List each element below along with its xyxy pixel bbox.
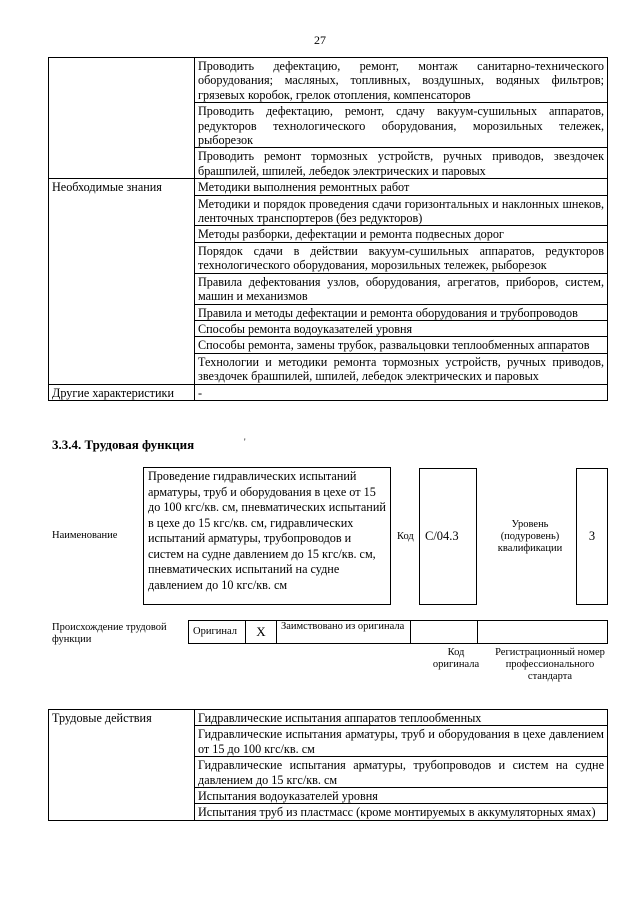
origin-label: Происхождение трудовой функции: [52, 622, 167, 645]
row-text: Способы ремонта водоуказателей уровня: [195, 320, 608, 336]
row-text: -: [195, 384, 608, 400]
row-text: Методики и порядок проведения сдачи горизонтальных и наклонных шнеков, ленточных транспортеров (без редукторов): [195, 195, 608, 226]
name-label: Наименование: [52, 530, 118, 541]
table-row: [49, 384, 608, 400]
row-text: Проводить дефектацию, ремонт, монтаж санитарно-технического оборудования; масляных, топливных, воздушных, водяных фильтров; грязевых коробок, грелок отопления, компенсаторов: [195, 58, 608, 103]
original-mark: X: [246, 621, 277, 644]
level-label: Уровень (подуровень) квалификации: [497, 519, 563, 554]
row-label-other: Другие характеристики: [49, 384, 195, 400]
code-box: [419, 468, 477, 605]
code-label: Код: [397, 531, 414, 542]
origin-table: [188, 620, 608, 644]
table-row: [49, 58, 608, 103]
reg-number-cell: [478, 621, 608, 644]
code-original-caption: Код оригинала: [432, 647, 480, 670]
code-original-cell: [411, 621, 478, 644]
row-label-actions: Трудовые действия: [49, 710, 195, 821]
table-row: [189, 621, 608, 644]
function-name-box: Проведение гидравлических испытаний арматуры, труб и оборудования в цехе от 15 до 100 кгс/кв. см, пневматических испытаний в цехе до 15 кгс/кв. см, гидравлических испытаний арматуры, трубопроводов и систем на судне давлением до 15 кгс/кв. см, пневматических испытаний на судне давлением до 10 кгс/кв. см: [143, 467, 391, 605]
row-label-knowledge: Необходимые знания: [49, 179, 195, 384]
row-label: [49, 58, 195, 179]
row-text: Технологии и методики ремонта тормозных устройств, ручных приводов, звездочек брашпилей, шпилей, лебедок электрических и паровых: [195, 353, 608, 384]
row-text: Проводить дефектацию, ремонт, сдачу вакуум-сушильных аппаратов, редукторов технологического оборудования, морозильных тележек, рыборезок: [195, 103, 608, 148]
labor-actions-table: [48, 709, 608, 821]
level-value: 3: [588, 529, 596, 543]
reg-number-caption: Регистрационный номер профессионального стандарта: [495, 647, 605, 682]
row-text: Гидравлические испытания арматуры, трубопроводов и систем на судне давлением до 15 кгс/кв. см: [195, 757, 608, 788]
row-text: Методики выполнения ремонтных работ: [195, 179, 608, 195]
row-text: Испытания труб из пластмасс (кроме монтируемых в аккумуляторных ямах): [195, 804, 608, 820]
row-text: Гидравлические испытания аппаратов теплообменных: [195, 710, 608, 726]
section-heading: 3.3.4. Трудовая функция: [52, 437, 195, 452]
row-text: Гидравлические испытания арматуры, труб и оборудования в цехе давлением от 15 до 100 кгс/кв. см: [195, 726, 608, 757]
code-value: C/04.3: [425, 529, 459, 543]
skills-knowledge-table: [48, 57, 608, 401]
page-number: 27: [314, 33, 326, 47]
table-row: [49, 179, 608, 195]
original-label: Оригинал: [189, 621, 246, 644]
row-text: Способы ремонта, замены трубок, развальцовки теплообменных аппаратов: [195, 337, 608, 353]
row-text: Правила и методы дефектации и ремонта оборудования и трубопроводов: [195, 304, 608, 320]
row-text: Испытания водоуказателей уровня: [195, 788, 608, 804]
row-text: Проводить ремонт тормозных устройств, ручных приводов, звездочек брашпилей, шпилей, лебедок электрических и паровых: [195, 148, 608, 179]
row-text: Методы разборки, дефектации и ремонта подвесных дорог: [195, 226, 608, 242]
level-box: [576, 468, 608, 605]
row-text: Правила дефектования узлов, оборудования, агрегатов, приборов, систем, машин и механизмов: [195, 273, 608, 304]
row-text: Порядок сдачи в действии вакуум-сушильных аппаратов, редукторов технологического оборудования, морозильных тележек, рыборезок: [195, 242, 608, 273]
borrowed-label: Заимствовано из оригинала: [277, 621, 411, 644]
table-row: [49, 710, 608, 726]
tick-mark: ': [244, 437, 246, 447]
